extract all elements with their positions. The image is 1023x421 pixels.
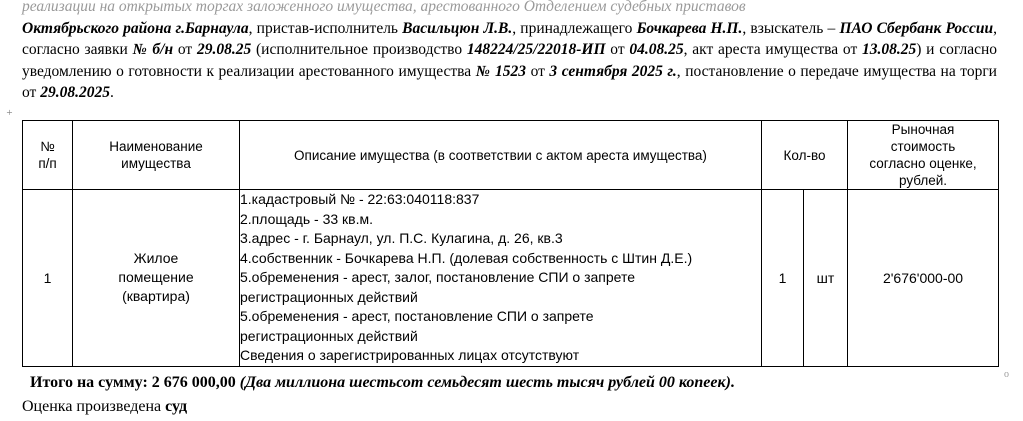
desc-line-2: 3.адрес - г. Барнаул, ул. П.С. Кулагина, д. 26, кв.3 bbox=[240, 230, 563, 246]
desc-line-4: 5.обременения - арест, залог, постановление СПИ о запрете bbox=[240, 269, 636, 285]
header-price-line-1: стоимость bbox=[890, 139, 956, 154]
desc-line-8: Сведения о зарегистрированных лицах отсутствуют bbox=[240, 347, 580, 363]
header-name-line-1: имущества bbox=[121, 156, 191, 171]
intro-part-14: 04.08.25 bbox=[629, 41, 684, 58]
cell-name bbox=[73, 190, 240, 367]
right-anchor-mark: o bbox=[1004, 369, 1009, 380]
cell-description bbox=[240, 190, 762, 367]
intro-part-16: 13.08.25 bbox=[862, 41, 917, 58]
cell-qty-unit: шт bbox=[804, 190, 848, 367]
header-name-line-0: Наименование bbox=[109, 139, 203, 154]
desc-line-7: регистрационных действий bbox=[240, 327, 418, 344]
intro-part-19: от bbox=[526, 62, 550, 80]
header-price-line-2: согласно оценке, bbox=[869, 156, 977, 171]
intro-part-10: 29.08.25 bbox=[196, 41, 252, 58]
header-price-line-3: рублей. bbox=[898, 173, 948, 188]
intro-paragraph bbox=[22, 0, 997, 104]
intro-part-22: 29.08.2025 bbox=[40, 84, 110, 101]
cell-name-line-2: (квартира) bbox=[122, 288, 190, 305]
intro-part-18: № 1523 bbox=[475, 62, 527, 80]
intro-part-21: , постановление о передаче имущества на торги от bbox=[22, 62, 997, 101]
intro-part-2: Васильцюн Л.В. bbox=[402, 19, 513, 37]
property-table bbox=[22, 120, 999, 367]
assessment-line bbox=[22, 398, 187, 416]
intro-part-8: № б/н bbox=[132, 41, 174, 58]
assessment-bold: суд bbox=[165, 398, 188, 415]
header-num-line-1: п/п bbox=[38, 156, 57, 171]
desc-line-5: регистрационных действий bbox=[240, 288, 418, 305]
intro-part-4: Бочкарева Н.П. bbox=[636, 19, 743, 37]
table-header-row bbox=[23, 121, 999, 190]
header-description: Описание имущества (в соответствии с актом ареста имущества) bbox=[240, 121, 762, 190]
intro-part-9: от bbox=[173, 41, 197, 58]
intro-body bbox=[22, 18, 997, 104]
desc-line-0: 1.кадастровый № - 22:63:040118:837 bbox=[240, 191, 480, 207]
intro-part-23: . bbox=[109, 84, 114, 101]
intro-part-6: ПАО Сбербанк России bbox=[839, 19, 994, 37]
header-name bbox=[73, 121, 240, 190]
intro-part-11: (исполнительное производство bbox=[251, 41, 467, 58]
total-words: (Два миллиона шестьсот семьдесят шесть тысяч рублей 00 копеек). bbox=[239, 374, 735, 391]
total-value: 2 676 000,00 bbox=[151, 374, 236, 391]
cell-num: 1 bbox=[23, 190, 73, 367]
intro-part-1: , пристав-исполнитель bbox=[248, 19, 403, 37]
cell-name-line-0: Жилое bbox=[133, 250, 179, 267]
header-price-line-0: Рыночная bbox=[891, 122, 955, 137]
desc-line-3: 4.собственник - Бочкарева Н.П. (долевая собственность с Штин Д.Е.) bbox=[240, 249, 693, 266]
intro-part-7: , согласно заявки bbox=[22, 19, 998, 58]
desc-line-1: 2.площадь - 33 кв.м. bbox=[240, 210, 374, 227]
intro-clipped-line: реализации на открытых торгах заложенного имущества, арестованного Отделением судебных приставов bbox=[22, 0, 746, 15]
total-line bbox=[30, 374, 735, 392]
intro-part-20: 3 сентября 2025 г. bbox=[549, 62, 677, 80]
header-num-line-0: № bbox=[40, 139, 55, 154]
intro-part-12: 148224/25/22018-ИП bbox=[466, 41, 606, 58]
intro-part-0: Октябрьского района г.Барнаула bbox=[22, 19, 249, 37]
header-qty: Кол-во bbox=[762, 121, 848, 190]
intro-part-3: , принадлежащего bbox=[512, 19, 637, 37]
cell-qty-value: 1 bbox=[762, 190, 804, 367]
intro-part-5: , взыскатель – bbox=[742, 19, 840, 37]
desc-line-6: 5.обременения - арест, постановление СПИ о запрете bbox=[240, 308, 594, 324]
assessment-text: Оценка произведена bbox=[22, 398, 162, 415]
intro-part-17: ) и согласно уведомлению о готовности к реализации арестованного имущества bbox=[22, 41, 997, 80]
intro-part-13: от bbox=[605, 41, 630, 58]
table-row bbox=[23, 190, 999, 367]
total-label: Итого на сумму: bbox=[30, 374, 148, 391]
cell-price: 2'676'000-00 bbox=[848, 190, 999, 367]
property-table-wrapper bbox=[22, 120, 998, 367]
cell-name-line-1: помещение bbox=[118, 269, 194, 286]
intro-part-15: , акт ареста имущества от bbox=[683, 41, 862, 58]
left-anchor-mark: + bbox=[6, 107, 13, 119]
header-price bbox=[848, 121, 999, 190]
header-num bbox=[23, 121, 73, 190]
